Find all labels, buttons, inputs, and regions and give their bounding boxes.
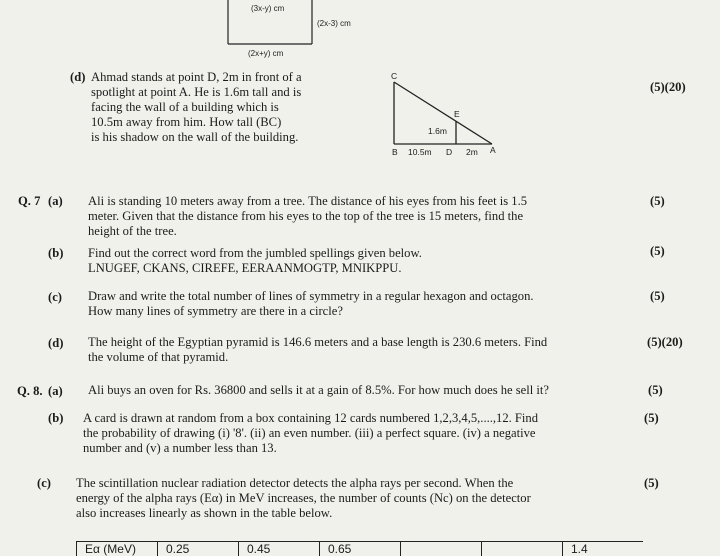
q7-number: Q. 7	[18, 194, 40, 209]
q7c-line: How many lines of symmetry are there in a circle?	[88, 304, 534, 319]
diagram-label-c: C	[391, 71, 397, 81]
table-cell: 0.65	[320, 542, 401, 556]
q8c-line: The scintillation nuclear radiation detector detects the alpha rays per second. When the	[76, 476, 531, 491]
q8c-line: also increases linearly as shown in the table below.	[76, 506, 531, 521]
q7b-marks: (5)	[650, 244, 665, 259]
q6d-line: Ahmad stands at point D, 2m in front of a	[91, 70, 302, 85]
table-cell	[482, 542, 563, 556]
q7c-label: (c)	[48, 290, 62, 305]
q7d-label: (d)	[48, 336, 63, 351]
diagram-label-bd: 10.5m	[408, 147, 432, 157]
diagram-label-a: A	[490, 145, 496, 155]
q8-number: Q. 8.	[17, 384, 43, 399]
q7d-text	[88, 335, 547, 365]
q8b-line: number and (v) a number less than 13.	[83, 441, 538, 456]
q7a-marks: (5)	[650, 194, 665, 209]
q7c-marks: (5)	[650, 289, 665, 304]
q7b-text	[88, 246, 422, 276]
q7c-text	[88, 289, 534, 319]
q6d-marks: (5)(20)	[650, 80, 686, 95]
q7d-line: the volume of that pyramid.	[88, 350, 547, 365]
top-figure-shape	[0, 0, 720, 62]
q8a-text	[88, 383, 549, 398]
q6d-line: facing the wall of a building which is	[91, 100, 302, 115]
diagram-label-da: 2m	[466, 147, 478, 157]
q6d-text	[91, 70, 302, 145]
table-header-cell: Eα (MeV)	[77, 542, 158, 556]
q7a-text	[88, 194, 527, 239]
q8b-line: A card is drawn at random from a box containing 12 cards numbered 1,2,3,4,5,....,12. Find	[83, 411, 538, 426]
shadow-diagram	[380, 70, 520, 160]
table-row	[77, 542, 644, 556]
q8c-line: energy of the alpha rays (Eα) in MeV increases, the number of counts (Nc) on the detector	[76, 491, 531, 506]
q8b-label: (b)	[48, 411, 63, 426]
q7d-marks: (5)(20)	[647, 335, 683, 350]
table-cell: 1.4	[563, 542, 644, 556]
table-cell: 0.45	[239, 542, 320, 556]
diagram-label-e: E	[454, 109, 460, 119]
energy-table	[76, 541, 643, 556]
top-figure-right-label: (2x-3) cm	[317, 19, 351, 28]
q6d-line: is his shadow on the wall of the building.	[91, 130, 302, 145]
diagram-label-d: D	[446, 147, 452, 157]
q8c-marks: (5)	[644, 476, 659, 491]
q6d-label: (d)	[70, 70, 85, 85]
table-cell: 0.25	[158, 542, 239, 556]
q7b-label: (b)	[48, 246, 63, 261]
q8c-label: (c)	[37, 476, 51, 491]
q8a-label: (a)	[48, 384, 63, 399]
q8b-text	[83, 411, 538, 456]
q8a-marks: (5)	[648, 383, 663, 398]
q7a-label: (a)	[48, 194, 63, 209]
q8b-marks: (5)	[644, 411, 659, 426]
q8a-line: Ali buys an oven for Rs. 36800 and sells it at a gain of 8.5%. For how much does he sell it?	[88, 383, 549, 398]
q6d-line: spotlight at point A. He is 1.6m tall and is	[91, 85, 302, 100]
q7a-line: meter. Given that the distance from his eyes to the top of the tree is 15 meters, find the	[88, 209, 527, 224]
top-figure-top-label: (3x-y) cm	[251, 4, 284, 13]
top-figure	[0, 0, 720, 62]
q7a-line: height of the tree.	[88, 224, 527, 239]
table-cell	[401, 542, 482, 556]
diagram-label-height: 1.6m	[428, 126, 447, 136]
q7a-line: Ali is standing 10 meters away from a tree. The distance of his eyes from his feet is 1.5	[88, 194, 527, 209]
q7d-line: The height of the Egyptian pyramid is 146.6 meters and a base length is 230.6 meters. Find	[88, 335, 547, 350]
q7b-line: Find out the correct word from the jumbled spellings given below.	[88, 246, 422, 261]
q7c-line: Draw and write the total number of lines of symmetry in a regular hexagon and octagon.	[88, 289, 534, 304]
diagram-label-b: B	[392, 147, 398, 157]
q8c-text	[76, 476, 531, 521]
q7b-line: LNUGEF, CKANS, CIREFE, EERAANMOGTP, MNIKPPU.	[88, 261, 422, 276]
top-figure-bottom-label: (2x+y) cm	[248, 49, 283, 58]
q8b-line: the probability of drawing (i) '8'. (ii) an even number. (iii) a perfect square. (iv) a negative	[83, 426, 538, 441]
energy-table-wrap	[76, 541, 643, 556]
q6d-line: 10.5m away from him. How tall (BC)	[91, 115, 302, 130]
